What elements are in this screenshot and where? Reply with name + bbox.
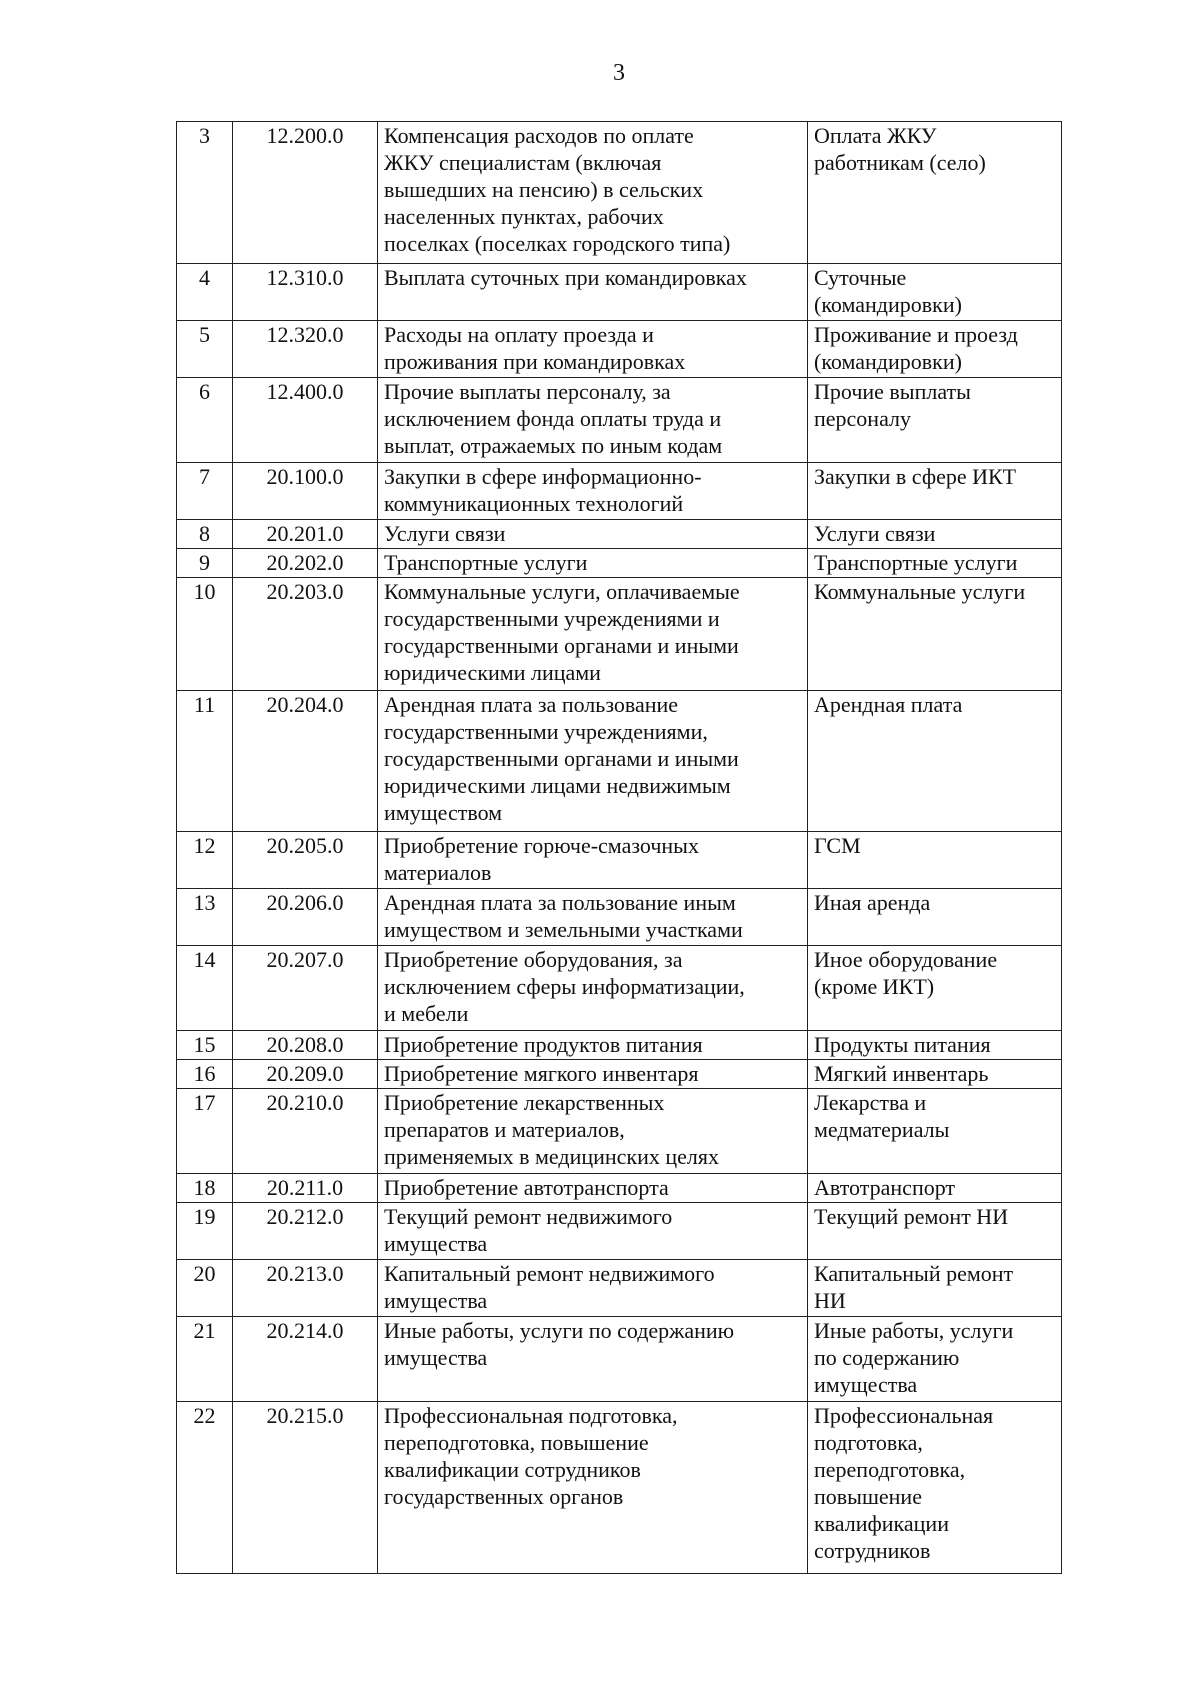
short-name-cell: Услуги связи (808, 520, 1062, 549)
code-cell: 12.400.0 (233, 378, 378, 463)
row-number-cell: 5 (177, 321, 233, 378)
row-number-cell: 18 (177, 1174, 233, 1203)
short-name-cell: Закупки в сфере ИКТ (808, 463, 1062, 520)
short-name-cell: Профессиональная подготовка, переподготовка, повышение квалификации сотрудников (808, 1402, 1062, 1574)
description-cell: Коммунальные услуги, оплачиваемые государственными учреждениями и государственными органами и иными юридическими лицами (378, 578, 808, 691)
code-cell: 20.214.0 (233, 1317, 378, 1402)
code-cell: 20.201.0 (233, 520, 378, 549)
code-cell: 20.206.0 (233, 889, 378, 946)
description-cell: Арендная плата за пользование государственными учреждениями, государственными органами и иными юридическими лицами недвижимым имуществом (378, 691, 808, 832)
description-cell: Прочие выплаты персоналу, за исключением фонда оплаты труда и выплат, отражаемых по иным кодам (378, 378, 808, 463)
table-row (177, 1203, 1062, 1260)
row-number-cell: 11 (177, 691, 233, 832)
table-row (177, 691, 1062, 832)
table-row (177, 1060, 1062, 1089)
description-cell: Расходы на оплату проезда и проживания при командировках (378, 321, 808, 378)
code-cell: 20.203.0 (233, 578, 378, 691)
row-number-cell: 7 (177, 463, 233, 520)
short-name-cell: Оплата ЖКУ работникам (село) (808, 122, 1062, 264)
code-cell: 12.200.0 (233, 122, 378, 264)
short-name-cell: Суточные (командировки) (808, 264, 1062, 321)
table-row (177, 378, 1062, 463)
table-row (177, 1174, 1062, 1203)
row-number-cell: 20 (177, 1260, 233, 1317)
code-cell: 20.207.0 (233, 946, 378, 1031)
description-cell: Арендная плата за пользование иным имуществом и земельными участками (378, 889, 808, 946)
code-cell: 12.310.0 (233, 264, 378, 321)
short-name-cell: Автотранспорт (808, 1174, 1062, 1203)
description-cell: Иные работы, услуги по содержанию имущества (378, 1317, 808, 1402)
short-name-cell: Лекарства и медматериалы (808, 1089, 1062, 1174)
short-name-cell: Текущий ремонт НИ (808, 1203, 1062, 1260)
row-number-cell: 15 (177, 1031, 233, 1060)
row-number-cell: 16 (177, 1060, 233, 1089)
table-row (177, 1089, 1062, 1174)
table-row (177, 549, 1062, 578)
row-number-cell: 8 (177, 520, 233, 549)
code-cell: 20.212.0 (233, 1203, 378, 1260)
row-number-cell: 22 (177, 1402, 233, 1574)
short-name-cell: Иные работы, услуги по содержанию имущества (808, 1317, 1062, 1402)
short-name-cell: Мягкий инвентарь (808, 1060, 1062, 1089)
table-row (177, 1260, 1062, 1317)
code-cell: 20.210.0 (233, 1089, 378, 1174)
code-cell: 20.205.0 (233, 832, 378, 889)
short-name-cell: Продукты питания (808, 1031, 1062, 1060)
table-row (177, 321, 1062, 378)
code-cell: 20.204.0 (233, 691, 378, 832)
row-number-cell: 19 (177, 1203, 233, 1260)
code-cell: 20.202.0 (233, 549, 378, 578)
row-number-cell: 9 (177, 549, 233, 578)
row-number-cell: 10 (177, 578, 233, 691)
short-name-cell: Прочие выплаты персоналу (808, 378, 1062, 463)
table-row (177, 832, 1062, 889)
page-number: 3 (613, 60, 625, 86)
description-cell: Капитальный ремонт недвижимого имущества (378, 1260, 808, 1317)
table-row (177, 889, 1062, 946)
description-cell: Приобретение продуктов питания (378, 1031, 808, 1060)
row-number-cell: 6 (177, 378, 233, 463)
short-name-cell: Иное оборудование (кроме ИКТ) (808, 946, 1062, 1031)
code-cell: 20.209.0 (233, 1060, 378, 1089)
short-name-cell: ГСМ (808, 832, 1062, 889)
budget-code-table (176, 121, 1062, 1574)
description-cell: Профессиональная подготовка, переподготовка, повышение квалификации сотрудников государственных органов (378, 1402, 808, 1574)
description-cell: Приобретение лекарственных препаратов и материалов, применяемых в медицинских целях (378, 1089, 808, 1174)
description-cell: Приобретение оборудования, за исключением сферы информатизации, и мебели (378, 946, 808, 1031)
description-cell: Приобретение автотранспорта (378, 1174, 808, 1203)
short-name-cell: Капитальный ремонт НИ (808, 1260, 1062, 1317)
row-number-cell: 17 (177, 1089, 233, 1174)
row-number-cell: 4 (177, 264, 233, 321)
short-name-cell: Проживание и проезд (командировки) (808, 321, 1062, 378)
description-cell: Закупки в сфере информационно- коммуникационных технологий (378, 463, 808, 520)
table-row (177, 1317, 1062, 1402)
short-name-cell: Транспортные услуги (808, 549, 1062, 578)
code-cell: 20.100.0 (233, 463, 378, 520)
row-number-cell: 13 (177, 889, 233, 946)
short-name-cell: Арендная плата (808, 691, 1062, 832)
table-row (177, 122, 1062, 264)
description-cell: Приобретение мягкого инвентаря (378, 1060, 808, 1089)
description-cell: Услуги связи (378, 520, 808, 549)
row-number-cell: 21 (177, 1317, 233, 1402)
short-name-cell: Коммунальные услуги (808, 578, 1062, 691)
code-cell: 20.213.0 (233, 1260, 378, 1317)
row-number-cell: 12 (177, 832, 233, 889)
table-body (177, 122, 1062, 1574)
table-row (177, 463, 1062, 520)
table-row (177, 1031, 1062, 1060)
description-cell: Приобретение горюче-смазочных материалов (378, 832, 808, 889)
description-cell: Выплата суточных при командировках (378, 264, 808, 321)
row-number-cell: 14 (177, 946, 233, 1031)
table-row (177, 520, 1062, 549)
code-cell: 20.208.0 (233, 1031, 378, 1060)
table-row (177, 1402, 1062, 1574)
code-cell: 20.211.0 (233, 1174, 378, 1203)
table-row (177, 264, 1062, 321)
description-cell: Компенсация расходов по оплате ЖКУ специалистам (включая вышедших на пенсию) в сельских населенных пунктах, рабочих поселках (поселках городского типа) (378, 122, 808, 264)
description-cell: Транспортные услуги (378, 549, 808, 578)
code-cell: 12.320.0 (233, 321, 378, 378)
table-row (177, 946, 1062, 1031)
description-cell: Текущий ремонт недвижимого имущества (378, 1203, 808, 1260)
table-row (177, 578, 1062, 691)
short-name-cell: Иная аренда (808, 889, 1062, 946)
code-cell: 20.215.0 (233, 1402, 378, 1574)
row-number-cell: 3 (177, 122, 233, 264)
